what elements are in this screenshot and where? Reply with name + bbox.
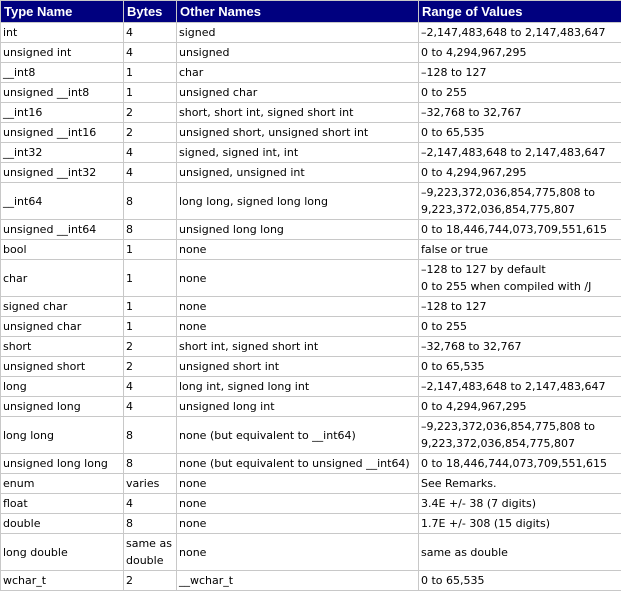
cell-bytes: 1 xyxy=(124,240,176,259)
table-row xyxy=(1,297,621,316)
cell-bytes: 1 xyxy=(124,297,176,316)
range-line: 0 to 255 xyxy=(421,86,468,99)
cell-bytes: 4 xyxy=(124,397,176,416)
range-line: 0 to 65,535 xyxy=(421,360,485,373)
cell-other-names: signed xyxy=(177,23,418,42)
range-line: 0 to 4,294,967,295 xyxy=(421,46,527,59)
cell-bytes: 4 xyxy=(124,23,176,42)
range-line: 1.7E +/- 308 (15 digits) xyxy=(421,517,551,530)
cell-type-name: long double xyxy=(1,534,123,570)
cell-other-names: long int, signed long int xyxy=(177,377,418,396)
cell-type-name: unsigned __int64 xyxy=(1,220,123,239)
range-line: 0 to 255 when compiled with /J xyxy=(421,280,592,293)
cell-type-name: __int64 xyxy=(1,183,123,219)
cell-type-name: unsigned __int32 xyxy=(1,163,123,182)
cell-range-of-values xyxy=(419,83,621,102)
cell-bytes: 4 xyxy=(124,143,176,162)
cell-range-of-values xyxy=(419,397,621,416)
range-line: See Remarks. xyxy=(421,477,497,490)
table-row xyxy=(1,514,621,533)
table-row xyxy=(1,494,621,513)
cell-range-of-values xyxy=(419,337,621,356)
cell-other-names: unsigned long int xyxy=(177,397,418,416)
cell-other-names: none xyxy=(177,514,418,533)
cell-bytes: 1 xyxy=(124,63,176,82)
cell-range-of-values xyxy=(419,240,621,259)
cell-other-names: short, short int, signed short int xyxy=(177,103,418,122)
cell-type-name: enum xyxy=(1,474,123,493)
cell-range-of-values xyxy=(419,514,621,533)
cell-other-names: short int, signed short int xyxy=(177,337,418,356)
cell-range-of-values xyxy=(419,123,621,142)
cell-other-names: unsigned short, unsigned short int xyxy=(177,123,418,142)
cell-range-of-values xyxy=(419,23,621,42)
cell-other-names: none xyxy=(177,317,418,336)
cell-other-names: char xyxy=(177,63,418,82)
table-row xyxy=(1,337,621,356)
range-line: 0 to 65,535 xyxy=(421,574,485,587)
cell-type-name: double xyxy=(1,514,123,533)
range-line: 0 to 4,294,967,295 xyxy=(421,400,527,413)
cell-range-of-values xyxy=(419,220,621,239)
cell-type-name: wchar_t xyxy=(1,571,123,590)
range-line: –128 to 127 xyxy=(421,66,487,79)
table-row xyxy=(1,63,621,82)
table-row xyxy=(1,534,621,570)
range-line: –2,147,483,648 to 2,147,483,647 xyxy=(421,380,606,393)
cell-other-names: unsigned short int xyxy=(177,357,418,376)
cell-bytes: 4 xyxy=(124,163,176,182)
range-line: –9,223,372,036,854,775,808 to xyxy=(421,420,595,433)
cell-type-name: __int32 xyxy=(1,143,123,162)
cell-other-names: long long, signed long long xyxy=(177,183,418,219)
cell-range-of-values xyxy=(419,417,621,453)
table-row xyxy=(1,183,621,219)
table-row xyxy=(1,260,621,296)
cell-bytes: 1 xyxy=(124,83,176,102)
range-line: 3.4E +/- 38 (7 digits) xyxy=(421,497,537,510)
cell-other-names: none (but equivalent to __int64) xyxy=(177,417,418,453)
cell-type-name: __int16 xyxy=(1,103,123,122)
table-row xyxy=(1,143,621,162)
cell-other-names: none xyxy=(177,297,418,316)
cell-type-name: unsigned __int8 xyxy=(1,83,123,102)
range-line: same as double xyxy=(421,545,508,559)
cell-type-name: __int8 xyxy=(1,63,123,82)
range-line: 0 to 4,294,967,295 xyxy=(421,166,527,179)
table-row xyxy=(1,397,621,416)
cell-range-of-values xyxy=(419,63,621,82)
cell-other-names: unsigned, unsigned int xyxy=(177,163,418,182)
table-row xyxy=(1,417,621,453)
cell-bytes: 8 xyxy=(124,454,176,473)
cell-other-names: none xyxy=(177,260,418,296)
cell-range-of-values xyxy=(419,377,621,396)
table-row xyxy=(1,123,621,142)
table-row xyxy=(1,357,621,376)
cell-bytes: varies xyxy=(124,474,176,493)
cell-other-names: signed, signed int, int xyxy=(177,143,418,162)
cell-type-name: unsigned char xyxy=(1,317,123,336)
cell-bytes: 8 xyxy=(124,417,176,453)
cell-bytes: 2 xyxy=(124,337,176,356)
cell-bytes: same as double xyxy=(124,534,176,570)
cell-bytes: 4 xyxy=(124,377,176,396)
cell-other-names: none xyxy=(177,534,418,570)
cell-range-of-values xyxy=(419,103,621,122)
cell-range-of-values xyxy=(419,183,621,219)
table-row xyxy=(1,454,621,473)
cell-bytes: 8 xyxy=(124,220,176,239)
cell-other-names: none xyxy=(177,240,418,259)
cell-other-names: none xyxy=(177,474,418,493)
cell-other-names: unsigned long long xyxy=(177,220,418,239)
range-line: –9,223,372,036,854,775,808 to xyxy=(421,186,595,199)
table-row xyxy=(1,43,621,62)
header-range-of-values: Range of Values xyxy=(419,1,621,22)
cell-range-of-values xyxy=(419,474,621,493)
cell-type-name: unsigned long long xyxy=(1,454,123,473)
range-line: 0 to 18,446,744,073,709,551,615 xyxy=(421,457,607,470)
range-line: –128 to 127 by default xyxy=(421,263,546,276)
range-line: 9,223,372,036,854,775,807 xyxy=(421,203,575,216)
cell-type-name: unsigned short xyxy=(1,357,123,376)
table-row xyxy=(1,220,621,239)
range-line: 0 to 255 xyxy=(421,320,468,333)
range-line: 0 to 65,535 xyxy=(421,126,485,139)
table-row xyxy=(1,163,621,182)
cell-type-name: bool xyxy=(1,240,123,259)
cell-type-name: unsigned __int16 xyxy=(1,123,123,142)
range-line: –32,768 to 32,767 xyxy=(421,106,522,119)
cell-range-of-values xyxy=(419,571,621,590)
cell-range-of-values xyxy=(419,143,621,162)
cell-range-of-values xyxy=(419,260,621,296)
table-row xyxy=(1,571,621,590)
table-row xyxy=(1,103,621,122)
header-type-name: Type Name xyxy=(1,1,123,22)
table-row xyxy=(1,377,621,396)
table-row xyxy=(1,240,621,259)
cell-range-of-values xyxy=(419,494,621,513)
cell-type-name: long xyxy=(1,377,123,396)
cell-other-names: unsigned char xyxy=(177,83,418,102)
cell-range-of-values xyxy=(419,43,621,62)
cell-bytes: 2 xyxy=(124,123,176,142)
cell-other-names: unsigned xyxy=(177,43,418,62)
cell-type-name: short xyxy=(1,337,123,356)
cell-bytes: 8 xyxy=(124,183,176,219)
cell-type-name: char xyxy=(1,260,123,296)
cell-type-name: unsigned long xyxy=(1,397,123,416)
table-row xyxy=(1,474,621,493)
range-line: –128 to 127 xyxy=(421,300,487,313)
cell-range-of-values xyxy=(419,357,621,376)
range-line: 0 to 18,446,744,073,709,551,615 xyxy=(421,223,607,236)
cell-type-name: float xyxy=(1,494,123,513)
cell-bytes: 4 xyxy=(124,494,176,513)
cell-range-of-values xyxy=(419,534,621,570)
cell-type-name: int xyxy=(1,23,123,42)
cell-type-name: unsigned int xyxy=(1,43,123,62)
cell-range-of-values xyxy=(419,297,621,316)
cell-other-names: none (but equivalent to unsigned __int64) xyxy=(177,454,418,473)
cell-other-names: none xyxy=(177,494,418,513)
cell-bytes: 8 xyxy=(124,514,176,533)
cell-bytes: 2 xyxy=(124,571,176,590)
header-row xyxy=(1,1,621,22)
range-line: –32,768 to 32,767 xyxy=(421,340,522,353)
range-line: –2,147,483,648 to 2,147,483,647 xyxy=(421,26,606,39)
range-line: 9,223,372,036,854,775,807 xyxy=(421,437,575,450)
header-bytes: Bytes xyxy=(124,1,176,22)
cell-range-of-values xyxy=(419,163,621,182)
cell-type-name: signed char xyxy=(1,297,123,316)
cell-type-name: long long xyxy=(1,417,123,453)
cell-bytes: 2 xyxy=(124,357,176,376)
cell-bytes: 1 xyxy=(124,317,176,336)
cell-bytes: 4 xyxy=(124,43,176,62)
cell-bytes: 1 xyxy=(124,260,176,296)
cell-range-of-values xyxy=(419,317,621,336)
range-line: false or true xyxy=(421,243,488,256)
cell-bytes: 2 xyxy=(124,103,176,122)
header-other-names: Other Names xyxy=(177,1,418,22)
table-row xyxy=(1,83,621,102)
cell-other-names: __wchar_t xyxy=(177,571,418,590)
table-row xyxy=(1,23,621,42)
table-row xyxy=(1,317,621,336)
table-body xyxy=(1,23,621,590)
range-line: –2,147,483,648 to 2,147,483,647 xyxy=(421,146,606,159)
cell-range-of-values xyxy=(419,454,621,473)
